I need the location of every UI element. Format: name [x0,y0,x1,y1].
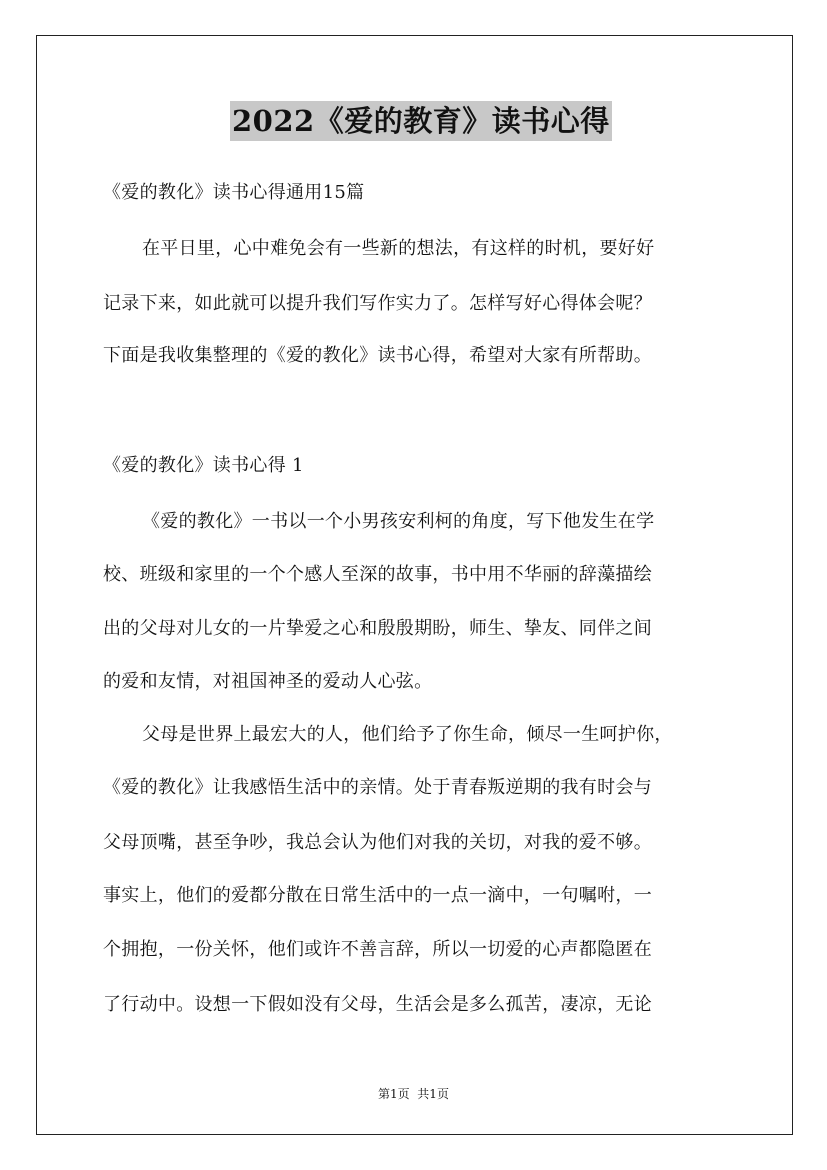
paragraph-line: 事实上，他们的爱都分散在日常生活中的一点一滴中，一句嘱咐，一 [103,885,652,906]
paragraph-line: 父母顶嘴，甚至争吵，我总会认为他们对我的关切，对我的爱不够。 [103,832,652,853]
section-heading: 《爱的教化》读书心得 1 [103,455,304,476]
paragraph-line: 出的父母对儿女的一片挚爱之心和殷殷期盼，师生、挚友、同伴之间 [103,618,652,639]
document-title: 2022《爱的教育》读书心得 [230,101,612,141]
paragraph-line: 的爱和友情，对祖国神圣的爱动人心弦。 [103,671,433,692]
page-number: 第1页 共1页 [378,1087,449,1101]
paragraph-line: 父母是世界上最宏大的人，他们给予了你生命，倾尽一生呵护你， [142,724,673,745]
intro-line: 下面是我收集整理的《爱的教化》读书心得，希望对大家有所帮助。 [103,345,652,366]
paragraph-line: 了行动中。设想一下假如没有父母，生活会是多么孤苦，凄凉，无论 [103,994,652,1015]
intro-line: 记录下来，如此就可以提升我们写作实力了。怎样写好心得体会呢？ [103,293,652,314]
paragraph-line: 《爱的教化》一书以一个小男孩安利柯的角度，写下他发生在学 [142,511,655,532]
intro-line: 在平日里，心中难免会有一些新的想法，有这样的时机，要好好 [142,238,655,259]
document-subtitle: 《爱的教化》读书心得通用15篇 [103,182,365,203]
paragraph-line: 《爱的教化》让我感悟生活中的亲情。处于青春叛逆期的我有时会与 [103,777,652,798]
paragraph-line: 校、班级和家里的一个个感人至深的故事，书中用不华丽的辞藻描绘 [103,564,652,585]
paragraph-line: 个拥抱，一份关怀，他们或许不善言辞，所以一切爱的心声都隐匿在 [103,939,652,960]
